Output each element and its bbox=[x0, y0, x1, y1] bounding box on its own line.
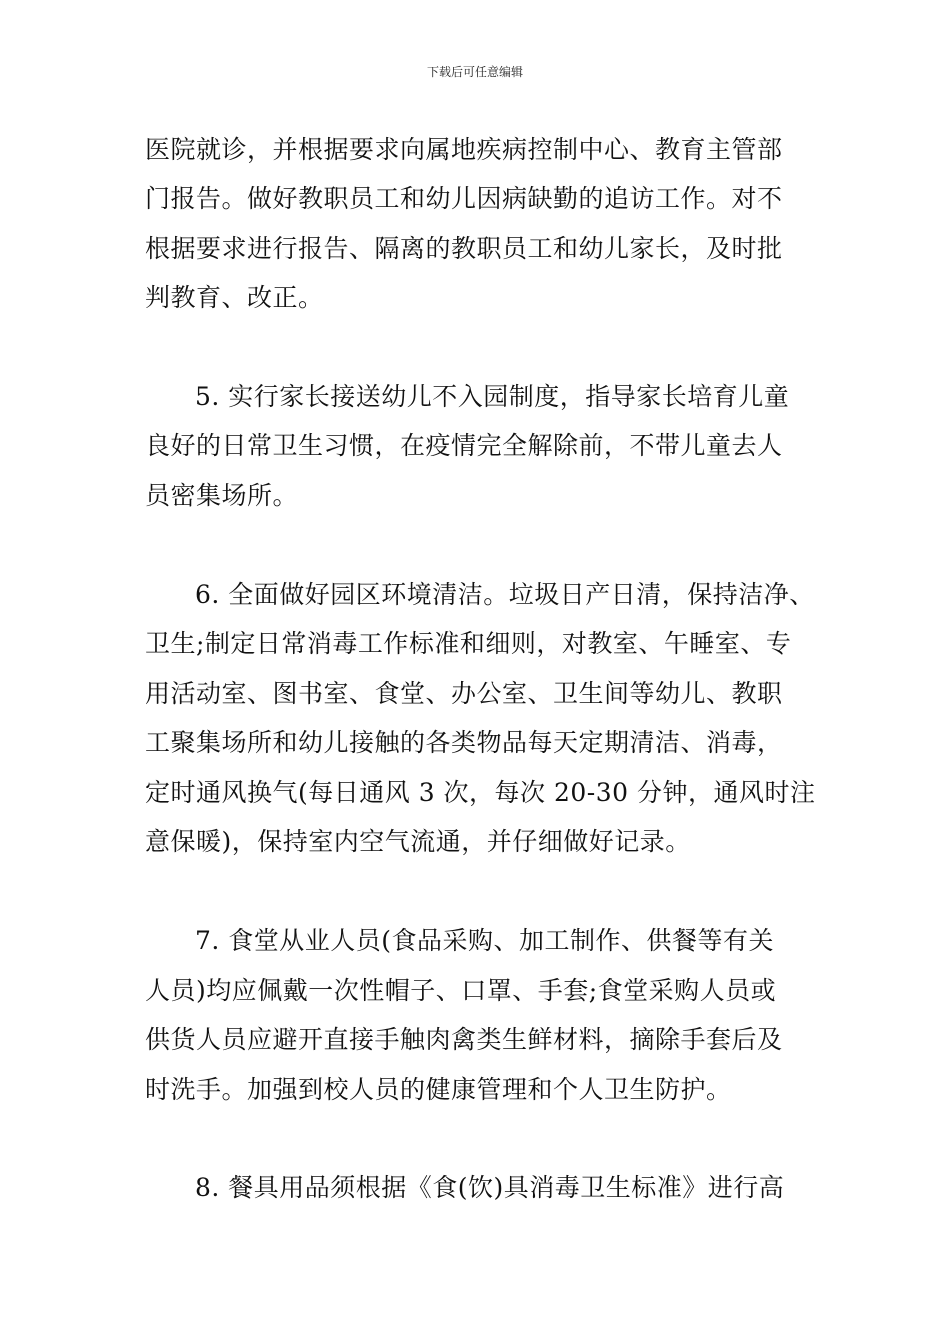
paragraph-5-line-1: 5. 实行家长接送幼儿不入园制度，指导家长培育儿童 bbox=[195, 382, 790, 411]
paragraph-5-line-3: 员密集场所。 bbox=[145, 481, 299, 510]
paragraph-7-line-3: 供货人员应避开直接手触肉禽类生鲜材料，摘除手套后及 bbox=[145, 1025, 783, 1054]
paragraph-6-line-3: 用活动室、图书室、食堂、办公室、卫生间等幼儿、教职 bbox=[145, 679, 783, 708]
paragraph-7-line-1: 7. 食堂从业人员(食品采购、加工制作、供餐等有关 bbox=[195, 926, 775, 955]
page-header: 下载后可任意编辑 bbox=[426, 65, 523, 79]
paragraph-7-line-2: 人员)均应佩戴一次性帽子、口罩、手套;食堂采购人员或 bbox=[145, 976, 777, 1005]
paragraph-6-line-1: 6. 全面做好园区环境清洁。垃圾日产日清，保持洁净、 bbox=[195, 580, 815, 609]
paragraph-6-line-5: 定时通风换气(每日通风 3 次，每次 20-30 分钟，通风时注 bbox=[145, 778, 816, 807]
paragraph-1-line-3: 根据要求进行报告、隔离的教职员工和幼儿家长，及时批 bbox=[145, 234, 783, 263]
paragraph-7-line-4: 时洗手。加强到校人员的健康管理和个人卫生防护。 bbox=[145, 1075, 732, 1104]
paragraph-6-line-2: 卫生;制定日常消毒工作标准和细则，对教室、午睡室、专 bbox=[145, 629, 792, 658]
paragraph-6-line-6: 意保暖)，保持室内空气流通，并仔细做好记录。 bbox=[145, 827, 691, 856]
paragraph-1-line-1: 医院就诊，并根据要求向属地疾病控制中心、教育主管部 bbox=[145, 135, 783, 164]
paragraph-1-line-4: 判教育、改正。 bbox=[145, 283, 324, 312]
paragraph-6-line-4: 工聚集场所和幼儿接触的各类物品每天定期清洁、消毒， bbox=[145, 728, 783, 757]
paragraph-1-line-2: 门报告。做好教职员工和幼儿因病缺勤的追访工作。对不 bbox=[145, 184, 783, 213]
paragraph-5-line-2: 良好的日常卫生习惯，在疫情完全解除前，不带儿童去人 bbox=[145, 431, 783, 460]
paragraph-8-line-1: 8. 餐具用品须根据《食(饮)具消毒卫生标准》进行高 bbox=[195, 1173, 785, 1202]
